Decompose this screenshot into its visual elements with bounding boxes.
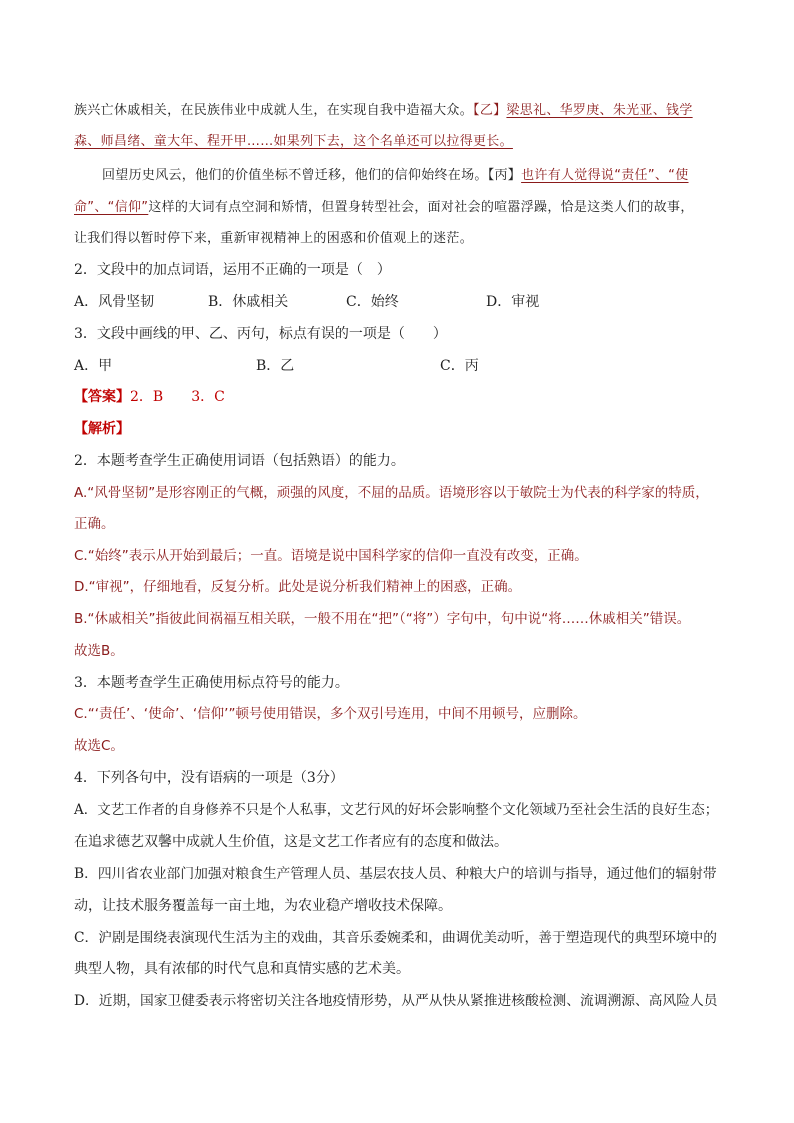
q4-option-b-line-2: 动，让技术服务覆盖每一亩土地，为农业稳产增收技术保障。 [74, 898, 452, 914]
question-4-stem: 4．下列各句中，没有语病的一项是（3分） [74, 770, 344, 786]
analysis-q2-choice: 故选B。 [74, 643, 124, 659]
analysis-c-line: C.“始终”表示从开始到最后；一直。语境是说中国科学家的信仰一直没有改变，正确。 [74, 548, 588, 564]
passage-line-1 [74, 101, 693, 121]
analysis-a-line-2: 正确。 [74, 516, 115, 532]
q4-option-c-line-2: 典型人物，具有浓郁的时代气息和真情实感的艺术美。 [74, 961, 410, 977]
answer-tag: 【答案】 [74, 389, 130, 405]
underlined-ellipsis: ……如果列下去，这个名单还可以拉得更长。 [246, 134, 513, 149]
passage-text: 回望历史风云，他们的价值坐标不曾迁移，他们的信仰始终在场。【丙】 [102, 168, 522, 183]
passage-text: 族兴亡休戚相关，在民族伟业中成就人生，在实现自我中造福大众。 [74, 103, 474, 118]
analysis-d-line: D.“审视”，仔细地看，反复分析。此处是说分析我们精神上的困惑，正确。 [74, 579, 522, 595]
underlined-sentence-bing-cont: 命”、“信仰” [74, 200, 149, 215]
q3-option-a: A．甲 [74, 358, 113, 374]
passage-line-2 [74, 132, 513, 152]
analysis-q3-line: C.“‘责任’、‘使命’、‘信仰’”顿号使用错误，多个双引号连用，中间不用顿号，应删除。 [74, 706, 587, 722]
analysis-b-line: B.“休戚相关”指彼此间祸福互相关联，一般不用在“把”（“将”）字句中，句中说“将……休戚相关”错误。 [74, 611, 691, 627]
q4-option-a-line-2: 在追求德艺双馨中成就人生价值，这是文艺工作者应有的态度和做法。 [74, 834, 508, 850]
underlined-sentence-bing: 也许有人觉得说“责任”、“使 [521, 168, 689, 183]
passage-line-5: 让我们得以暂时停下来，重新审视精神上的困惑和价值观上的迷茫。 [74, 231, 474, 246]
answer-line [74, 387, 225, 407]
analysis-tag: 【解析】 [74, 421, 130, 437]
underlined-names: 森、师昌绪、童大年、程开甲 [74, 134, 247, 149]
q4-option-d-line-1: D．近期，国家卫健委表示将密切关注各地疫情形势，从严从快从紧推进核酸检测、流调溯源、高风险人员 [74, 993, 718, 1009]
q3-option-c: C．丙 [440, 358, 479, 374]
analysis-q3-choice: 故选C。 [74, 738, 124, 754]
q4-option-c-line-1: C．沪剧是围绕表演现代生活为主的戏曲，其音乐委婉柔和，曲调优美动听，善于塑造现代的典型环境中的 [74, 930, 718, 946]
q4-option-a-line-1: A．文艺工作者的自身修养不只是个人私事，文艺行风的好坏会影响整个文化领域乃至社会生活的良好生态； [74, 802, 719, 818]
q3-option-b: B．乙 [256, 358, 295, 374]
q2-option-a: A．风骨坚韧 [74, 294, 155, 310]
answer-value: 2．B 3．C [130, 389, 225, 405]
analysis-q3-head: 3．本题考查学生正确使用标点符号的能力。 [74, 675, 349, 691]
passage-text: 这样的大词有点空洞和矫情，但置身转型社会，面对社会的喧嚣浮躁，恰是这类人们的故事， [148, 200, 694, 215]
q4-option-b-line-1: B．四川省农业部门加强对粮食生产管理人员、基层农技人员、种粮大户的培训与指导，通过他们的辐射带 [74, 866, 717, 882]
q2-option-d: D．审视 [486, 294, 540, 310]
analysis-q2-head: 2．本题考查学生正确使用词语（包括熟语）的能力。 [74, 453, 405, 469]
question-2-stem: 2．文段中的加点词语，运用不正确的一项是（ ） [74, 262, 391, 278]
passage-line-3 [102, 166, 689, 186]
passage-line-4 [74, 198, 694, 218]
question-3-stem: 3．文段中画线的甲、乙、丙句，标点有误的一项是（ ） [74, 326, 447, 342]
underlined-sentence-yi: 梁思礼、华罗庚、朱光亚、钱学 [506, 103, 693, 118]
marker-yi: 【乙】 [473, 103, 507, 118]
q2-option-c: C．始终 [346, 294, 399, 310]
q2-option-b: B．休戚相关 [208, 294, 289, 310]
analysis-a-line-1: A.“风骨坚韧”是形容刚正的气概，顽强的风度，不屈的品质。语境形容以于敏院士为代表的科学家的特质， [74, 485, 709, 501]
